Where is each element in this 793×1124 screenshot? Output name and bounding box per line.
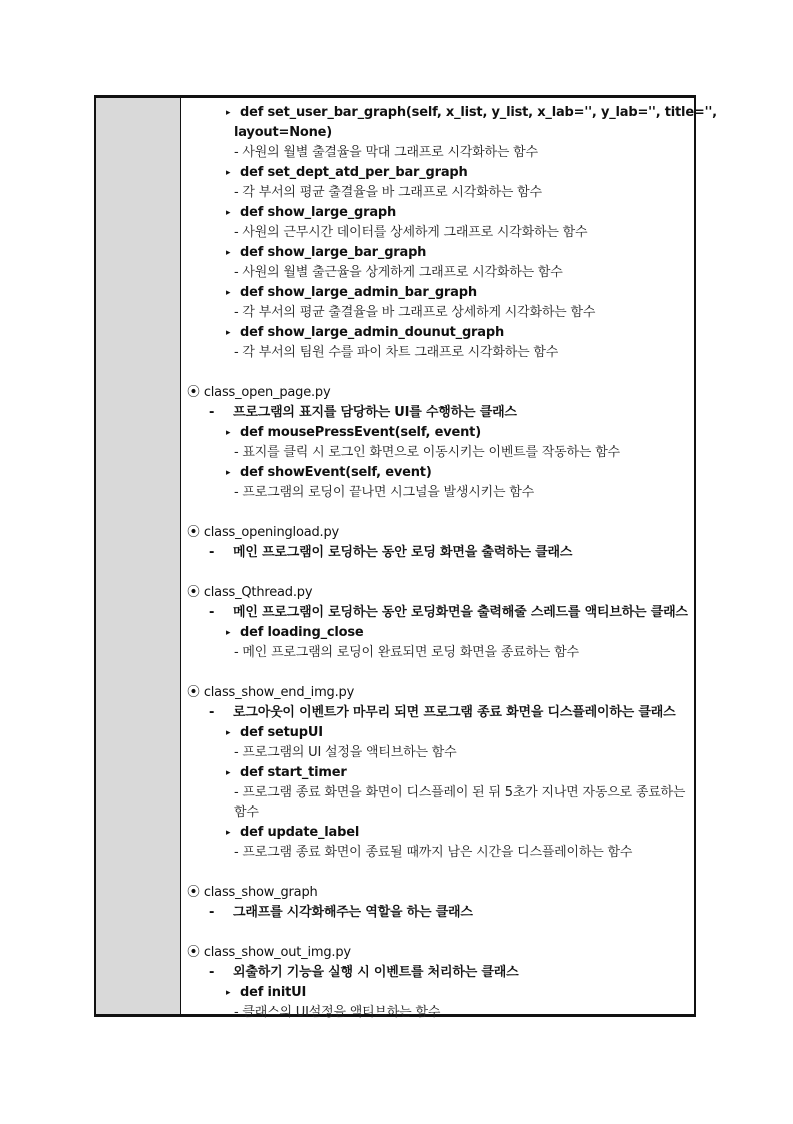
method-def: ▸ def start_timer	[226, 763, 347, 783]
method-def: ▸ def show_large_graph	[226, 203, 396, 223]
class-file-heading: ⦿ class_openingload.py	[187, 525, 339, 540]
target-bullet-icon: ⦿	[187, 385, 200, 400]
triangle-bullet-icon: ▸	[226, 108, 231, 118]
target-bullet-icon: ⦿	[187, 885, 200, 900]
method-def-continued: layout=None)	[234, 125, 333, 140]
triangle-bullet-icon: ▸	[226, 728, 231, 738]
class-file-heading: ⦿ class_show_out_img.py	[187, 945, 351, 960]
target-bullet-icon: ⦿	[187, 945, 200, 960]
triangle-bullet-icon: ▸	[226, 988, 231, 998]
method-def: ▸ def setupUI	[226, 723, 323, 743]
method-description: - 사원의 근무시간 데이터를 상세하게 그래프로 시각화하는 함수	[234, 225, 588, 240]
triangle-bullet-icon: ▸	[226, 168, 231, 178]
class-summary: - 그래프를 시각화해주는 역할을 하는 클래스	[209, 905, 473, 920]
class-summary: - 메인 프로그램이 로딩하는 동안 로딩 화면을 출력하는 클래스	[209, 545, 573, 560]
class-summary: - 메인 프로그램이 로딩하는 동안 로딩화면을 출력해줄 스레드를 액티브하는 클래스	[209, 605, 688, 620]
method-def: ▸ def show_large_admin_bar_graph	[226, 283, 477, 303]
class-file-heading: ⦿ class_open_page.py	[187, 385, 331, 400]
method-def: ▸ def show_large_bar_graph	[226, 243, 426, 263]
method-description: - 프로그램 종료 화면을 화면이 디스플레이 된 뒤 5초가 지나면 자동으로 종료하는	[234, 785, 686, 800]
method-def: ▸ def showEvent(self, event)	[226, 463, 432, 483]
method-description: - 프로그램의 로딩이 끝나면 시그널을 발생시키는 함수	[234, 485, 534, 500]
document-table	[94, 95, 717, 1020]
method-def: ▸ def loading_close	[226, 623, 364, 643]
method-description: - 표지를 클릭 시 로그인 화면으로 이동시키는 이벤트를 작동하는 함수	[234, 445, 620, 460]
method-def: ▸ def update_label	[226, 823, 359, 843]
method-def: ▸ def initUI	[226, 983, 306, 1003]
class-summary: - 프로그램의 표지를 담당하는 UI를 수행하는 클래스	[209, 405, 517, 420]
class-summary: - 외출하기 기능을 실행 시 이벤트를 처리하는 클래스	[209, 965, 519, 980]
method-def: ▸ def show_large_admin_dounut_graph	[226, 323, 504, 343]
triangle-bullet-icon: ▸	[226, 208, 231, 218]
target-bullet-icon: ⦿	[187, 525, 200, 540]
method-description: - 프로그램 종료 화면이 종료될 때까지 남은 시간을 디스플레이하는 함수	[234, 845, 633, 860]
triangle-bullet-icon: ▸	[226, 468, 231, 478]
method-def: ▸ def set_dept_atd_per_bar_graph	[226, 163, 468, 183]
triangle-bullet-icon: ▸	[226, 828, 231, 838]
class-file-heading: ⦿ class_show_end_img.py	[187, 685, 355, 700]
class-file-heading: ⦿ class_show_graph	[187, 885, 318, 900]
method-description: - 각 부서의 팀원 수를 파이 차트 그래프로 시각화하는 함수	[234, 345, 559, 360]
triangle-bullet-icon: ▸	[226, 328, 231, 338]
triangle-bullet-icon: ▸	[226, 768, 231, 778]
class-file-heading: ⦿ class_Qthread.py	[187, 585, 313, 600]
method-description: - 프로그램의 UI 설정을 액티브하는 함수	[234, 745, 457, 760]
triangle-bullet-icon: ▸	[226, 288, 231, 298]
triangle-bullet-icon: ▸	[226, 248, 231, 258]
triangle-bullet-icon: ▸	[226, 428, 231, 438]
class-summary: - 로그아웃이 이벤트가 마무리 되면 프로그램 종료 화면을 디스플레이하는 클래스	[209, 705, 676, 720]
method-description: - 메인 프로그램의 로딩이 완료되면 로딩 화면을 종료하는 함수	[234, 645, 579, 660]
method-description: - 클래스의 UI설정을 액티브하는 함수	[234, 1005, 441, 1020]
table-content-cell	[181, 98, 717, 1020]
method-def: ▸ def mousePressEvent(self, event)	[226, 423, 481, 443]
method-description: - 각 부서의 평균 출결율을 바 그래프로 시각화하는 함수	[234, 185, 542, 200]
triangle-bullet-icon: ▸	[226, 628, 231, 638]
method-description-continued: 함수	[234, 805, 259, 820]
target-bullet-icon: ⦿	[187, 585, 200, 600]
target-bullet-icon: ⦿	[187, 685, 200, 700]
method-description: - 사원의 월별 출근율을 상게하게 그래프로 시각화하는 함수	[234, 265, 563, 280]
table-label-cell	[96, 98, 181, 1014]
method-description: - 사원의 월별 출결율을 막대 그래프로 시각화하는 함수	[234, 145, 538, 160]
method-def: ▸ def set_user_bar_graph(self, x_list, y_list, x_lab='', y_lab='', title='',	[226, 103, 717, 123]
method-description: - 각 부서의 평균 출결율을 바 그래프로 상세하게 시각화하는 함수	[234, 305, 596, 320]
